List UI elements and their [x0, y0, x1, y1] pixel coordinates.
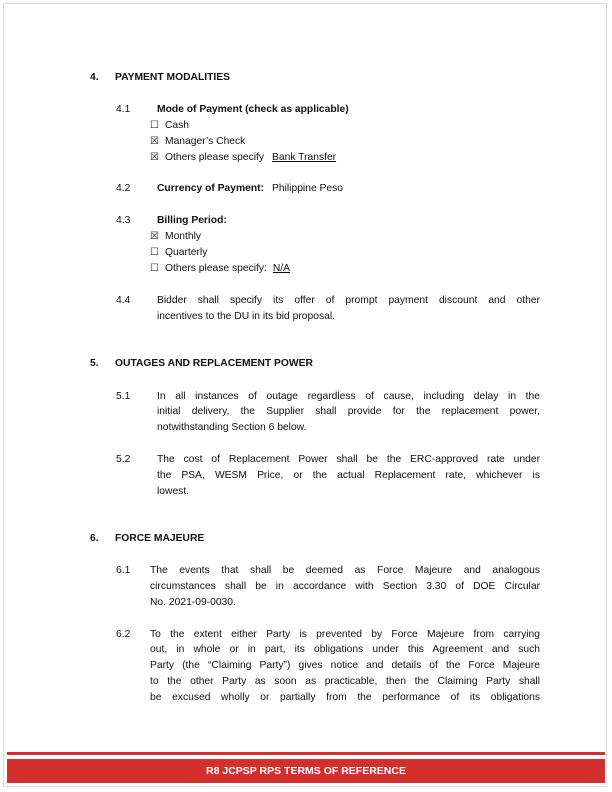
footer-rule	[7, 752, 605, 755]
currency-line	[157, 183, 343, 194]
currency-value: Philippine Peso	[272, 183, 343, 194]
option-label: Manager’s Check	[165, 136, 246, 147]
checkbox-checked-icon[interactable]: ☒	[150, 152, 159, 163]
section-number: 4.	[90, 72, 99, 83]
checkbox-unchecked-icon[interactable]: ☐	[150, 120, 159, 131]
option-label: Monthly	[165, 231, 202, 242]
subsection-heading: Mode of Payment (check as applicable)	[157, 104, 349, 115]
paragraph-line: In all instances of outage regardless of cause, including delay in the	[157, 391, 540, 402]
paragraph-line: be excused wholly or partially from the performance of its obligations	[150, 692, 540, 703]
paragraph-line: The cost of Replacement Power shall be the ERC-approved rate under	[157, 454, 540, 465]
subsection-number: 6.2	[116, 629, 131, 640]
paragraph-line: incentives to the DU in its bid proposal.	[157, 311, 335, 322]
footer-banner	[7, 759, 605, 783]
paragraph-line: out, in whole or in part, its obligations under this Agreement and such	[150, 644, 540, 655]
subsection-heading: Currency of Payment:	[157, 183, 265, 194]
subsection-number: 4.4	[116, 295, 131, 306]
paragraph-line: No. 2021-09-0030.	[150, 597, 236, 608]
option-label: Others please specify:	[165, 263, 267, 274]
paragraph-line: The events that shall be deemed as Force Majeure and analogous	[150, 565, 540, 576]
checkbox-option[interactable]	[150, 136, 245, 147]
checkbox-checked-icon[interactable]: ☒	[150, 136, 159, 147]
paragraph-line: circumstances shall be in accordance with Section 3.30 of DOE Circular	[150, 581, 540, 592]
subsection-number: 5.2	[116, 454, 131, 465]
option-label: Quarterly	[165, 247, 208, 258]
checkbox-option[interactable]	[150, 247, 207, 258]
option-specified-value: Bank Transfer	[272, 152, 337, 163]
paragraph-line: To the extent either Party is prevented by Force Majeure from carrying	[150, 629, 540, 640]
option-specified-value: N/A	[272, 263, 291, 274]
paragraph-line: the PSA, WESM Price, or the actual Replacement rate, whichever is	[157, 470, 540, 481]
option-label: Cash	[165, 120, 190, 131]
subsection-number: 4.1	[116, 104, 131, 115]
section-number: 5.	[90, 358, 99, 369]
checkbox-unchecked-icon[interactable]: ☐	[150, 247, 159, 258]
checkbox-unchecked-icon[interactable]: ☐	[150, 263, 159, 274]
checkbox-checked-icon[interactable]: ☒	[150, 231, 159, 242]
section-number: 6.	[90, 533, 99, 544]
footer-title: R8 JCPSP RPS TERMS OF REFERENCE	[206, 765, 406, 777]
paragraph-line: Bidder shall specify its offer of prompt payment discount and other	[157, 295, 540, 306]
checkbox-option[interactable]	[150, 120, 189, 131]
checkbox-option[interactable]	[150, 231, 201, 242]
paragraph-line: to the other Party as soon as practicable, then the Claiming Party shall	[150, 676, 540, 687]
section-title: FORCE MAJEURE	[115, 533, 205, 544]
subsection-number: 4.3	[116, 215, 131, 226]
checkbox-option[interactable]	[150, 263, 290, 274]
subsection-number: 5.1	[116, 391, 131, 402]
checkbox-option[interactable]	[150, 152, 336, 163]
paragraph-line: notwithstanding Section 6 below.	[157, 422, 307, 433]
subsection-number: 4.2	[116, 183, 131, 194]
subsection-heading: Billing Period:	[157, 215, 227, 226]
section-title: OUTAGES AND REPLACEMENT POWER	[115, 358, 313, 369]
paragraph-line: lowest.	[157, 486, 190, 497]
paragraph-line: Party (the “Claiming Party”) gives notice and details of the Force Majeure	[150, 660, 540, 671]
paragraph-line: initial delivery, the Supplier shall provide for the replacement power,	[157, 406, 540, 417]
option-label: Others please specify	[165, 152, 265, 163]
section-title: PAYMENT MODALITIES	[115, 72, 230, 83]
subsection-number: 6.1	[116, 565, 131, 576]
